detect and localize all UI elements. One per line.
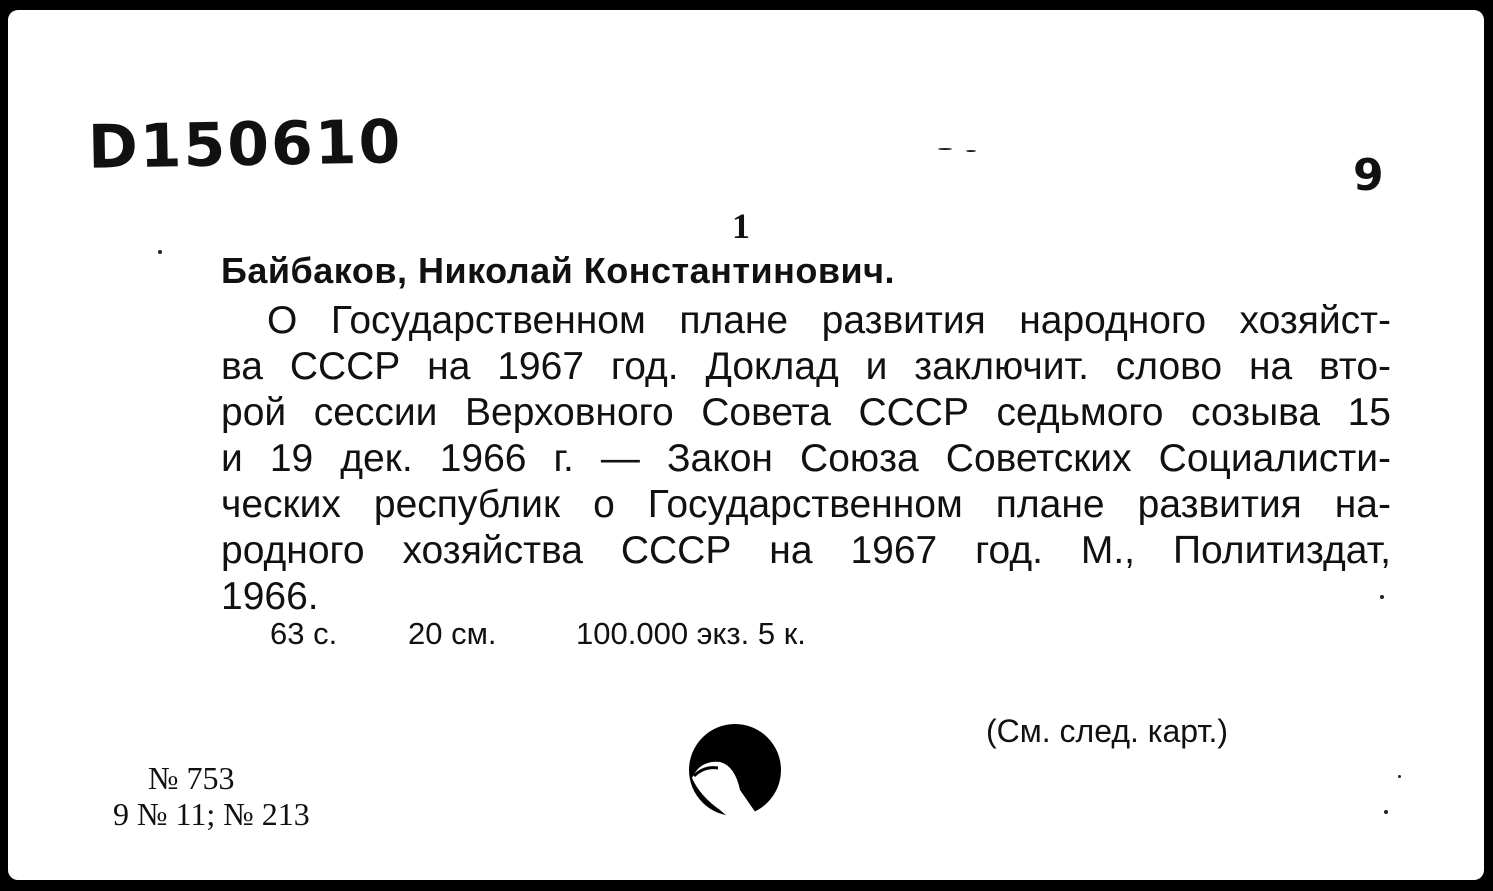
description-line: О Государственном плане развития народного хозяйст- — [267, 299, 1391, 342]
catalog-card — [8, 10, 1484, 880]
print-speck — [1380, 595, 1384, 599]
collation-size: 20 см. — [408, 616, 497, 651]
punch-hole-icon — [680, 720, 790, 830]
description-line: родного хозяйства СССР на 1967 год. М., Политиздат, — [221, 529, 1391, 572]
print-speck — [1384, 810, 1388, 814]
description-line: ва СССР на 1967 год. Доклад и заключит. слово на вто- — [221, 345, 1391, 388]
description-line: рой сессии Верховного Совета СССР седьмого созыва 15 — [221, 391, 1391, 434]
see-next-card-note: (См. след. карт.) — [986, 713, 1229, 749]
print-speck — [1398, 775, 1401, 778]
order-number-line-2: 9 № 11; № 213 — [113, 796, 310, 832]
description-line: 1966. — [221, 575, 319, 618]
order-number-line-1: № 753 — [148, 760, 235, 796]
collation-pages: 63 с. — [270, 616, 338, 651]
card-number: 9 — [1353, 150, 1384, 201]
print-speck — [158, 250, 162, 254]
print-speck — [938, 148, 952, 150]
collation-copies-price: 100.000 экз. 5 к. — [576, 616, 806, 651]
bibliographic-description — [221, 298, 1391, 620]
print-speck — [966, 150, 976, 152]
entry-number: 1 — [732, 206, 750, 246]
description-line: и 19 дек. 1966 г. — Закон Союза Советских Социалисти- — [221, 437, 1391, 480]
description-line: ческих республик о Государственном плане развития на- — [221, 483, 1391, 526]
stamp-number: D150610 — [87, 107, 403, 183]
author-heading: Байбаков, Николай Константинович. — [221, 250, 896, 291]
